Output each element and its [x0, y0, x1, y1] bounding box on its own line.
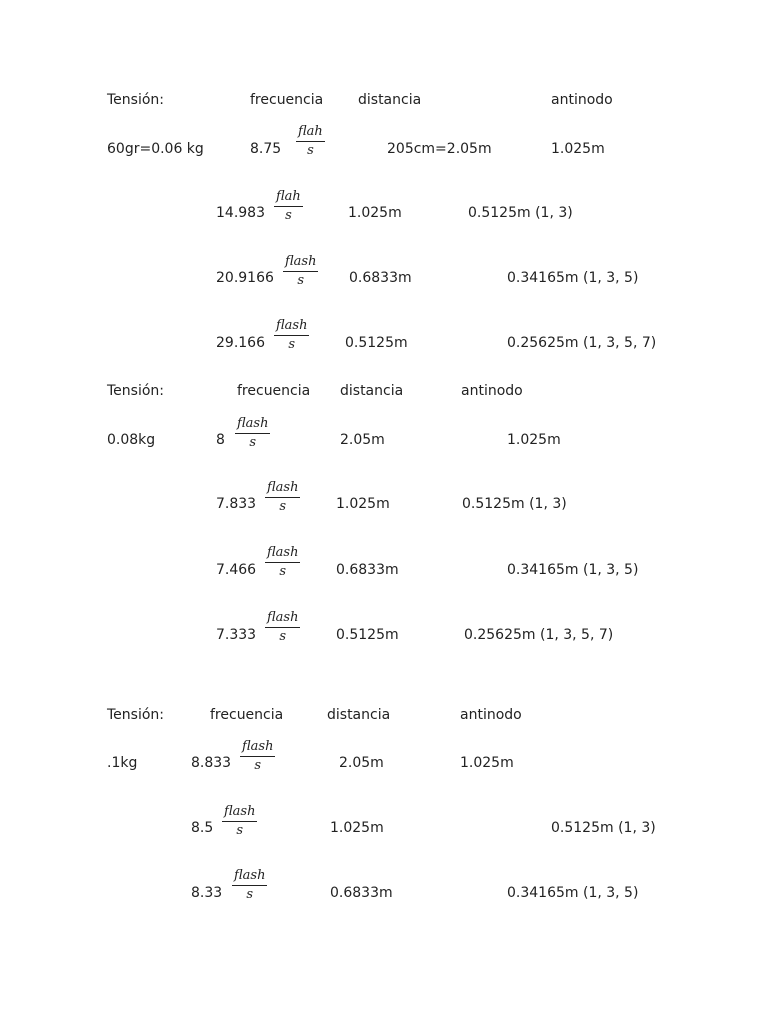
unit-fraction [274, 319, 309, 352]
antinode-value: 0.25625m (1, 3, 5, 7) [507, 335, 657, 351]
distance-value: 0.6833m [336, 562, 399, 578]
unit-fraction [265, 546, 300, 579]
antinode-value: 0.5125m (1, 3) [468, 205, 573, 221]
antinode-value: 1.025m [507, 432, 561, 448]
tension-value: 0.08kg [107, 432, 156, 448]
fraction-denominator: s [279, 629, 287, 644]
frequency-value: 8.5 [191, 820, 214, 836]
fraction-denominator: s [297, 273, 305, 288]
header-distancia: distancia [358, 92, 422, 108]
distance-value: 0.5125m [336, 627, 399, 643]
unit-fraction [296, 125, 325, 158]
unit-fraction [235, 417, 270, 450]
frequency-value: 7.333 [216, 627, 257, 643]
unit-fraction [240, 740, 275, 773]
unit-fraction [222, 805, 257, 838]
distance-value: 2.05m [340, 432, 385, 448]
distance-value: 1.025m [336, 496, 390, 512]
unit-fraction [283, 255, 318, 288]
fraction-numerator: flash [222, 805, 257, 822]
distance-value: 1.025m [330, 820, 384, 836]
header-distancia: distancia [327, 707, 391, 723]
fraction-numerator: flash [265, 546, 300, 563]
header-frecuencia: frecuencia [237, 383, 311, 399]
antinode-value: 0.34165m (1, 3, 5) [507, 885, 639, 901]
header-distancia: distancia [340, 383, 404, 399]
frequency-value: 8 [216, 432, 225, 448]
fraction-denominator: s [254, 758, 262, 773]
header-antinodo: antinodo [460, 707, 522, 723]
fraction-denominator: s [279, 564, 287, 579]
distance-value: 1.025m [348, 205, 402, 221]
antinode-value: 0.34165m (1, 3, 5) [507, 270, 639, 286]
unit-fraction [265, 611, 300, 644]
fraction-numerator: flash [232, 869, 267, 886]
header-tension: Tensión: [107, 707, 164, 723]
fraction-denominator: s [285, 208, 292, 223]
fraction-numerator: flash [265, 481, 300, 498]
frequency-value: 14.983 [216, 205, 265, 221]
header-frecuencia: frecuencia [210, 707, 284, 723]
frequency-value: 29.166 [216, 335, 265, 351]
header-antinodo: antinodo [461, 383, 523, 399]
tension-value: .1kg [107, 755, 138, 771]
distance-value: 2.05m [339, 755, 384, 771]
frequency-value: 7.833 [216, 496, 257, 512]
antinode-value: 1.025m [460, 755, 514, 771]
fraction-numerator: flah [296, 125, 325, 142]
antinode-value: 0.34165m (1, 3, 5) [507, 562, 639, 578]
fraction-numerator: flash [240, 740, 275, 757]
distance-value: 0.6833m [330, 885, 393, 901]
fraction-denominator: s [307, 143, 314, 158]
frequency-value: 8.33 [191, 885, 223, 901]
unit-fraction [232, 869, 267, 902]
fraction-numerator: flah [274, 190, 303, 207]
antinode-value: 0.5125m (1, 3) [462, 496, 567, 512]
antinode-value: 0.5125m (1, 3) [551, 820, 656, 836]
header-tension: Tensión: [107, 92, 164, 108]
frequency-value: 20.9166 [216, 270, 274, 286]
distance-value: 0.5125m [345, 335, 408, 351]
distance-value: 205cm=2.05m [387, 141, 492, 157]
header-tension: Tensión: [107, 383, 164, 399]
fraction-numerator: flash [265, 611, 300, 628]
unit-fraction [265, 481, 300, 514]
tension-value: 60gr=0.06 kg [107, 141, 204, 157]
fraction-denominator: s [246, 887, 254, 902]
fraction-numerator: flash [235, 417, 270, 434]
header-antinodo: antinodo [551, 92, 613, 108]
unit-fraction [274, 190, 303, 223]
frequency-value: 8.833 [191, 755, 232, 771]
antinode-value: 0.25625m (1, 3, 5, 7) [464, 627, 614, 643]
fraction-denominator: s [279, 499, 287, 514]
fraction-denominator: s [236, 823, 244, 838]
fraction-numerator: flash [274, 319, 309, 336]
header-frecuencia: frecuencia [250, 92, 324, 108]
fraction-denominator: s [249, 435, 257, 450]
frequency-value: 7.466 [216, 562, 257, 578]
distance-value: 0.6833m [349, 270, 412, 286]
antinode-value: 1.025m [551, 141, 605, 157]
fraction-denominator: s [288, 337, 296, 352]
fraction-numerator: flash [283, 255, 318, 272]
frequency-value: 8.75 [250, 141, 282, 157]
